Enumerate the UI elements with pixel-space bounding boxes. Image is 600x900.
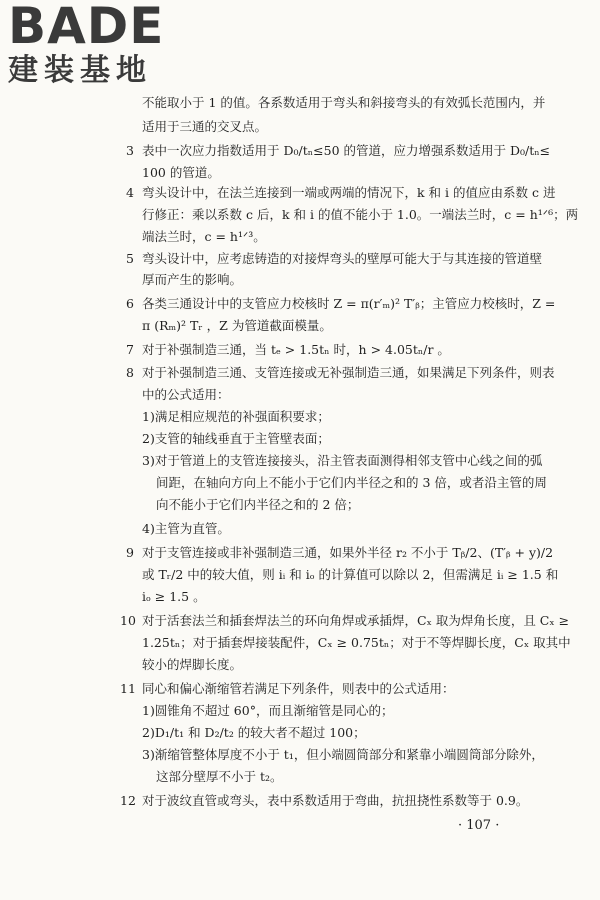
note-number: 3 (126, 143, 134, 158)
bade-logo (8, 2, 188, 92)
sub-item: 1)满足相应规范的补强面积要求； (142, 409, 330, 424)
note-line: 表中一次应力指数适用于 D₀/tₙ≤50 的管道，应力增强系数适用于 D₀/tₙ≤ (142, 143, 551, 158)
note-line: π (Rₘ)² Tᵣ ，Z 为管道截面模量。 (142, 318, 332, 333)
sub-item-continuation: 间距，在轴向方向上不能小于它们内半径之和的 3 倍，或者沿主管的周 (156, 475, 547, 490)
note-line: 对于补强制造三通，当 tₑ > 1.5tₙ 时，h > 4.05tₙ/r 。 (142, 342, 450, 357)
note-line: 行修正：乘以系数 c 后，k 和 i 的值不能小于 1.0。一端法兰时，c = h¹ᐟ⁶；两 (142, 207, 579, 222)
logo-subtitle: 建装基地 (8, 53, 152, 88)
note-number: 6 (126, 296, 134, 311)
note-line: 或 Tᵣ/2 中的较大值，则 iᵢ 和 iₒ 的计算值可以除以 2，但需满足 iᵢ ≥ 1.5 和 (142, 567, 559, 582)
continuation-line: 不能取小于 1 的值。各系数适用于弯头和斜接弯头的有效弧长范围内，并 (142, 95, 546, 110)
note-line: 厚而产生的影响。 (142, 272, 243, 287)
page-number: · 107 · (458, 818, 500, 833)
sub-item: 3)对于管道上的支管连接接头，沿主管表面测得相邻支管中心线之间的弧 (142, 453, 543, 468)
note-line: 对于支管连接或非补强制造三通，如果外半径 r₂ 不小于 Tᵦ/2、(T′ᵦ + y)/2 (142, 545, 554, 560)
note-line: 弯头设计中，应考虑铸造的对接焊弯头的壁厚可能大于与其连接的管道壁 (142, 251, 543, 266)
sub-item: 2)D₁/t₁ 和 D₂/t₂ 的较大者不超过 100； (142, 725, 366, 740)
continuation-line: 适用于三通的交叉点。 (142, 119, 268, 134)
note-line: 弯头设计中，在法兰连接到一端或两端的情况下，k 和 i 的值应由系数 c 进 (142, 185, 556, 200)
note-line: 端法兰时，c = h¹ᐟ³。 (142, 229, 266, 244)
logo-brand-text: BADE (8, 0, 165, 55)
note-number: 10 (120, 613, 136, 628)
note-line: 中的公式适用： (142, 387, 230, 402)
note-line: iₒ ≥ 1.5 。 (142, 589, 206, 604)
note-line: 各类三通设计中的支管应力校核时 Z = π(r′ₘ)² T′ᵦ；主管应力校核时，Z = (142, 296, 556, 311)
note-line: 同心和偏心渐缩管若满足下列条件，则表中的公式适用： (142, 681, 455, 696)
note-number: 11 (120, 681, 136, 696)
note-line: 对于波纹直管或弯头，表中系数适用于弯曲，抗扭挠性系数等于 0.9。 (142, 793, 529, 808)
sub-item: 4)主管为直管。 (142, 521, 230, 536)
note-number: 12 (120, 793, 136, 808)
note-number: 8 (126, 365, 134, 380)
note-line: 100 的管道。 (142, 165, 220, 180)
note-number: 5 (126, 251, 134, 266)
sub-item: 3)渐缩管整体厚度不小于 t₁，但小端圆筒部分和紧靠小端圆筒部分除外， (142, 747, 544, 762)
note-number: 9 (126, 545, 134, 560)
note-line: 对于补强制造三通、支管连接或无补强制造三通，如果满足下列条件，则表 (142, 365, 555, 380)
note-line: 较小的焊脚长度。 (142, 657, 243, 672)
sub-item-continuation: 这部分壁厚不小于 t₂。 (156, 769, 283, 784)
sub-item: 1)圆锥角不超过 60°，而且渐缩管是同心的； (142, 703, 394, 718)
note-line: 对于活套法兰和插套焊法兰的环向角焊或承插焊，Cₓ 取为焊角长度，且 Cₓ ≥ (142, 613, 570, 628)
note-number: 7 (126, 342, 134, 357)
note-number: 4 (126, 185, 134, 200)
note-line: 1.25tₙ；对于插套焊接装配件，Cₓ ≥ 0.75tₙ；对于不等焊脚长度，Cₓ 取其中 (142, 635, 571, 650)
sub-item: 2)支管的轴线垂直于主管壁表面； (142, 431, 330, 446)
sub-item-continuation: 向不能小于它们内半径之和的 2 倍； (156, 497, 360, 512)
